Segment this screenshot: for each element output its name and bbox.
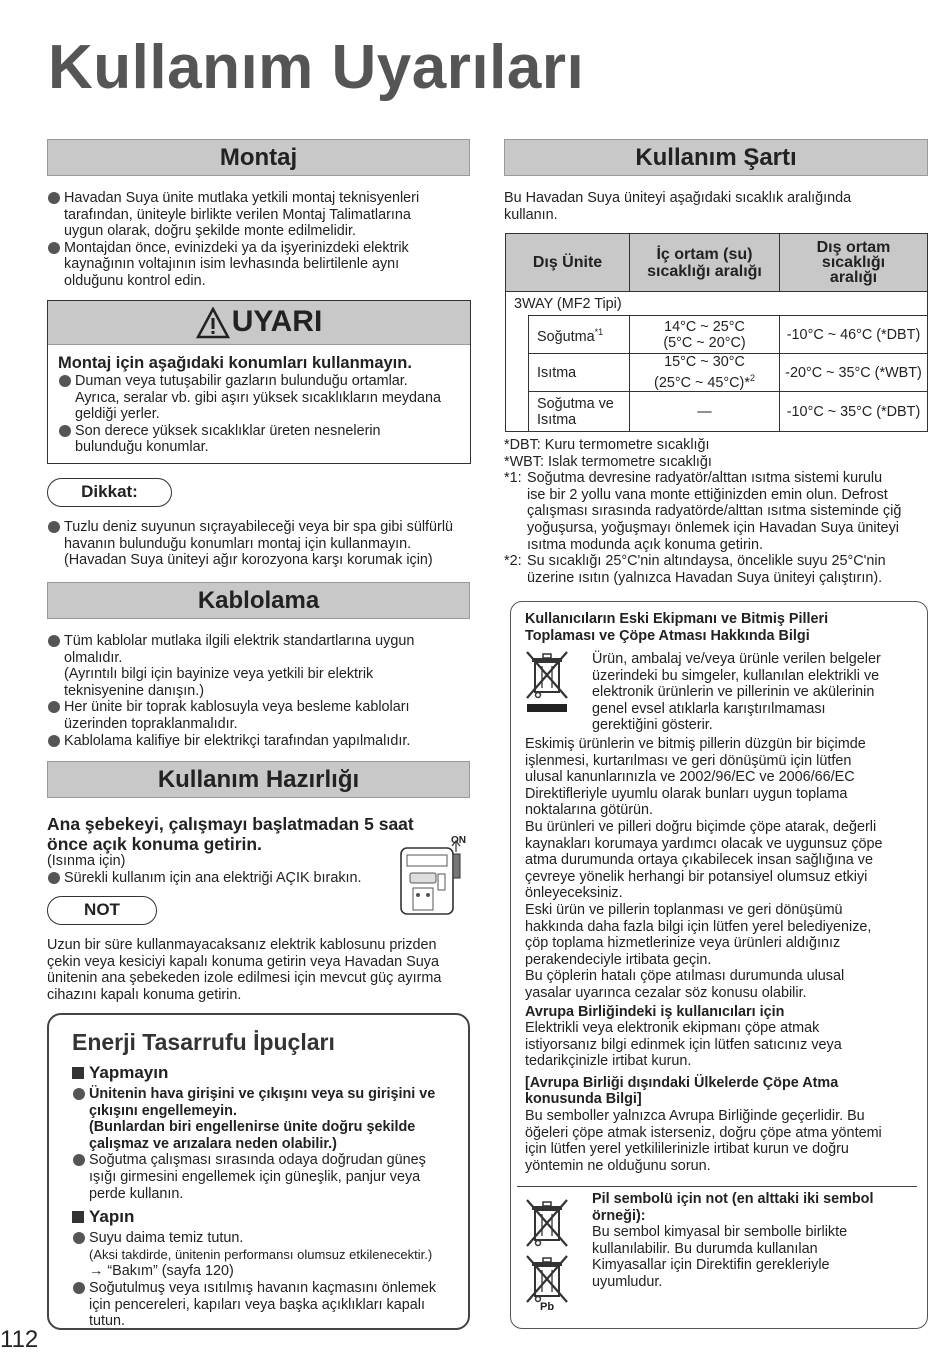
crossed-bin-icon bbox=[525, 1254, 569, 1304]
caution-label: Dikkat: bbox=[47, 478, 172, 507]
warning-bullet-1: Duman veya tutuşabilir gazların bulunduğu ortamlar. Ayrıca, seralar vb. gibi aşırı yüksek sıcaklıkların meydana geldiği yerler. bbox=[58, 373, 470, 423]
kablolama-list bbox=[47, 633, 477, 749]
hazirlik-bullet: Sürekli kullanım için ana elektriği AÇIK bırakın. bbox=[47, 870, 407, 887]
dont-bullet-2: Soğutma çalışması sırasında odaya doğrudan güneş ışığı girmesini engellemek için güneşlik, panjur veya perde kullanın. bbox=[72, 1152, 467, 1202]
crossed-bin-icon bbox=[525, 1198, 569, 1248]
caution-bullet: Tuzlu deniz suyunun sıçrayabileceği veya bir spa gibi sülfürlü havanın bulunduğu konumları montaj için kullanmayın. (Havadan Suya üniteyi ağır korozyona karşı korumak için) bbox=[47, 519, 477, 569]
warning-header bbox=[48, 301, 470, 345]
caution-text bbox=[47, 519, 477, 569]
section-heading-hazirlik: Kullanım Hazırlığı bbox=[47, 761, 470, 798]
section-heading-kullanim-sarti: Kullanım Şartı bbox=[504, 139, 928, 176]
warning-content bbox=[48, 345, 470, 456]
pb-label: Pb bbox=[540, 1301, 555, 1313]
header-outdoor-ambient: Dış ortam sıcaklığı aralığı bbox=[780, 234, 928, 292]
section-heading-kablolama: Kablolama bbox=[47, 582, 470, 619]
note-2: *2: Su sıcaklığı 25°C'nin altındaysa, öncelikle suyu 25°C'nin üzerine ısıtın (yalnızca Havadan Suya üniteyi çalıştırın). bbox=[504, 553, 886, 586]
table-cell-mode: Isıtma bbox=[529, 354, 630, 392]
do-bullet-1: Suyu daima temiz tutun. (Aksi takdirde, ünitenin performansı olumsuz etkilenecektir.) → “Bakım” (sayfa 120) bbox=[72, 1230, 467, 1280]
page-title: Kullanım Uyarıları bbox=[48, 33, 585, 102]
dont-bullet-1: Ünitenin hava girişini ve çıkışını veya su girişini ve çıkışını engellemeyin. (Bunlardan biri engellenirse ünite doğru şekilde çalışmaz ve arızalara neden olabilir.) bbox=[72, 1086, 467, 1152]
table-row bbox=[506, 354, 928, 392]
table-cell-inner: 15°C ~ 30°C (25°C ~ 45°C)*$^2$ bbox=[630, 354, 780, 392]
conditions-table bbox=[505, 233, 928, 432]
disposal-symbol-text: Ürün, ambalaj ve/veya ürünle verilen belgeler üzerindeki bu simgeler, kullanılan elektrikli ve elektronik ürünlerin ve pillerinin ve akülerinin genel evsel atıklarla karıştırılmaması gerektiğini gösterir. bbox=[592, 651, 881, 734]
energy-tips-box bbox=[47, 1013, 470, 1330]
table-cell-inner: — bbox=[630, 392, 780, 432]
not-text: Uzun bir süre kullanmayacaksanız elektrik kablosunu prizden çekin veya kesiciyi kapalı konuma getirin veya Havadan Suya ünitenin ana şebekeden izole edilmesi için mevcut güç ayırma cihazını kapalı konuma getirin. bbox=[47, 937, 442, 1003]
table-header-row bbox=[506, 234, 928, 292]
warning-triangle-icon bbox=[196, 307, 230, 339]
dont-heading: Yapmayın bbox=[72, 1063, 467, 1083]
energy-tips-content bbox=[72, 1063, 467, 1330]
divider bbox=[517, 1186, 917, 1187]
warning-box bbox=[47, 300, 471, 464]
non-eu-title: [Avrupa Birliği dışındaki Ülkelerde Çöpe Atma bbox=[525, 1074, 839, 1091]
table-row bbox=[506, 392, 928, 432]
crossed-bin-icon bbox=[525, 650, 569, 714]
energy-tips-title: Enerji Tasarrufu İpuçları bbox=[72, 1029, 335, 1055]
note-1: *1: Soğutma devresine radyatör/alttan ısıtma sistemi kurulu ise bir 2 yollu vana monte ettiğinizden emin olun. Defrost çalışması sırasında radyatörde/alttan ısıtma sisteminde çiğ yoğuşursa, yoğuşmayı önlemek için Havadan Suya üniteyi ısıtma modunda açık konuma getirin. bbox=[504, 470, 902, 553]
conditions-intro: Bu Havadan Suya üniteyi aşağıdaki sıcaklık aralığında kullanın. bbox=[504, 190, 852, 223]
kablolama-bullet-1: Tüm kablolar mutlaka ilgili elektrik standartlarına uygun olmalıdır. (Ayrıntılı bilgi için bayinize veya yetkili bir elektrik teknisyenine danışın.) bbox=[47, 633, 477, 699]
table-cell-outer: -20°C ~ 35°C (*WBT) bbox=[780, 354, 928, 392]
disposal-info-box bbox=[510, 601, 928, 1329]
hazirlik-bold-instruction: Ana şebekeyi, çalışmayı başlatmadan 5 saat önce açık konuma getirin. bbox=[47, 814, 414, 854]
battery-note: Pil sembolü için not (en alttaki iki sembol örneği): Bu sembol kimyasal bir sembolle birlikte kullanılabilir. Bu durumda kullanılan Kimyasallar için Direktifin gerekleriyle uyumludur. bbox=[592, 1191, 874, 1290]
square-bullet-icon bbox=[72, 1067, 84, 1079]
square-bullet-icon bbox=[72, 1211, 84, 1223]
table-cell-mode: Soğutma$^{*1}$ bbox=[529, 316, 630, 354]
montaj-bullet-2: Montajdan önce, evinizdeki ya da işyerinizdeki elektrik kaynağının voltajının isim levhasında belirtilenle aynı olduğunu kontrol edin. bbox=[47, 240, 477, 290]
montaj-list bbox=[47, 190, 477, 290]
disposal-body: Eskimiş ürünlerin ve bitmiş pillerin düzgün bir biçimde işlenmesi, kurtarılması ve geri dönüşümü için lütfen ulusal kanunlarınızla ve 2002/96/EC ve 2006/66/EC Direktifleriyle uyumlu olarak bunları uygun toplama noktalarına götürün. Bu ürünleri ve pilleri doğru biçimde çöpe atarak, değerli kaynakları korumaya yardımcı olacak ve uygunsuz çöpe atma durumunda ortaya çıkabilecek insan sağlığına ve çevreye yönelik herhangi bir potansiyel olumsuz etkiyi önleyeceksiniz. Eski ürün ve pillerin toplanması ve geri dönüşümü hakkında daha fazla bilgi için lütfen yerel belediyenize, çöp toplama hizmetlerinize veya ürünleri aldığınız perakendeciyle irtibata geçin. Bu çöplerin hatalı çöpe atılması durumunda ulusal yasalar uyarınca cezalar söz konusu olabilir. Avrupa Birliğindeki iş kullanıcıları için Elektrikli veya elektronik ekipmanı çöpe atmak istiyorsanız bilgi edinmek için lütfen satıcınız veya tedarikçinizle irtibat kurun. [Avrupa Birliği dışındaki Ülkelerde Çöpe Atma konusunda Bilgi] Bu semboller yalnızca Avrupa Birliğinde geçerlidir. Bu öğeleri çöpe atmak isterseniz, doğru çöpe atma yöntemi için lütfen yerel yetkililerinizle irtibat kurun ve doğru yöntemin ne olduğunu sorun. bbox=[525, 736, 925, 1174]
header-outdoor-unit: Dış Ünite bbox=[506, 234, 630, 292]
breaker-switch-icon bbox=[396, 840, 470, 918]
header-indoor-water: İç ortam (su) sıcaklığı aralığı bbox=[630, 234, 780, 292]
hazirlik-details: (Isınma için) Sürekli kullanım için ana elektriği AÇIK bırakın. bbox=[47, 853, 407, 886]
kablolama-bullet-2: Her ünite bir toprak kablosuyla veya besleme kabloları üzerinden topraklanmalıdır. bbox=[47, 699, 477, 732]
table-row bbox=[506, 292, 928, 316]
warning-subheading: Montaj için aşağıdaki konumları kullanmayın. bbox=[58, 354, 412, 372]
conditions-notes: *DBT: Kuru termometre sıcaklığı *WBT: Islak termometre sıcaklığı *1: Soğutma devresine radyatör/alttan ısıtma sistemi kurulu ise bir 2 yollu vana monte ettiğinizden emin olun. Defrost çalışması sırasında radyatörde/alttan ısıtma sisteminde çiğ yoğuşursa, yoğuşmayı önlemek için Havadan Suya üniteyi ısıtma modunda açık konuma getirin. *2: Su sıcaklığı 25°C'nin altındaysa, öncelikle suyu 25°C'nin üzerine ısıtın (yalnızca Havadan Suya üniteyi çalıştırın). bbox=[504, 437, 934, 586]
eu-business-title: Avrupa Birliğindeki iş kullanıcıları için bbox=[525, 1003, 785, 1020]
kablolama-bullet-3: Kablolama kalifiye bir elektrikçi tarafından yapılmalıdır. bbox=[47, 733, 477, 750]
do-heading: Yapın bbox=[72, 1207, 467, 1227]
not-label: NOT bbox=[47, 896, 157, 925]
section-heading-montaj: Montaj bbox=[47, 139, 470, 176]
disposal-title: Kullanıcıların Eski Ekipmanı ve Bitmiş Pilleri Toplaması ve Çöpe Atması Hakkında Bilgi bbox=[525, 611, 829, 644]
table-cell-outer: -10°C ~ 46°C (*DBT) bbox=[780, 316, 928, 354]
warning-title: UYARI bbox=[231, 305, 323, 339]
page-number: 112 bbox=[0, 1326, 39, 1353]
table-group-label: 3WAY (MF2 Tipi) bbox=[506, 292, 928, 316]
warning-bullet-2: Son derece yüksek sıcaklıklar üreten nesnelerin bulunduğu konumlar. bbox=[58, 423, 470, 456]
do-bullet-2: Soğutulmuş veya ısıtılmış havanın kaçmasını önlemek için pencereleri, kapıları veya başka açıklıkları kapalı tutun. bbox=[72, 1280, 467, 1330]
table-cell-mode: Soğutma ve Isıtma bbox=[529, 392, 630, 432]
table-cell-inner: 14°C ~ 25°C (5°C ~ 20°C) bbox=[630, 316, 780, 354]
montaj-bullet-1: Havadan Suya ünite mutlaka yetkili montaj teknisyenleri tarafından, üniteyle birlikte verilen Montaj Talimatlarına uygun olarak, doğru şekilde monte edilmelidir. bbox=[47, 190, 477, 240]
switch-on-label: ON bbox=[451, 835, 466, 846]
table-row bbox=[506, 316, 928, 354]
table-cell-outer: -10°C ~ 35°C (*DBT) bbox=[780, 392, 928, 432]
